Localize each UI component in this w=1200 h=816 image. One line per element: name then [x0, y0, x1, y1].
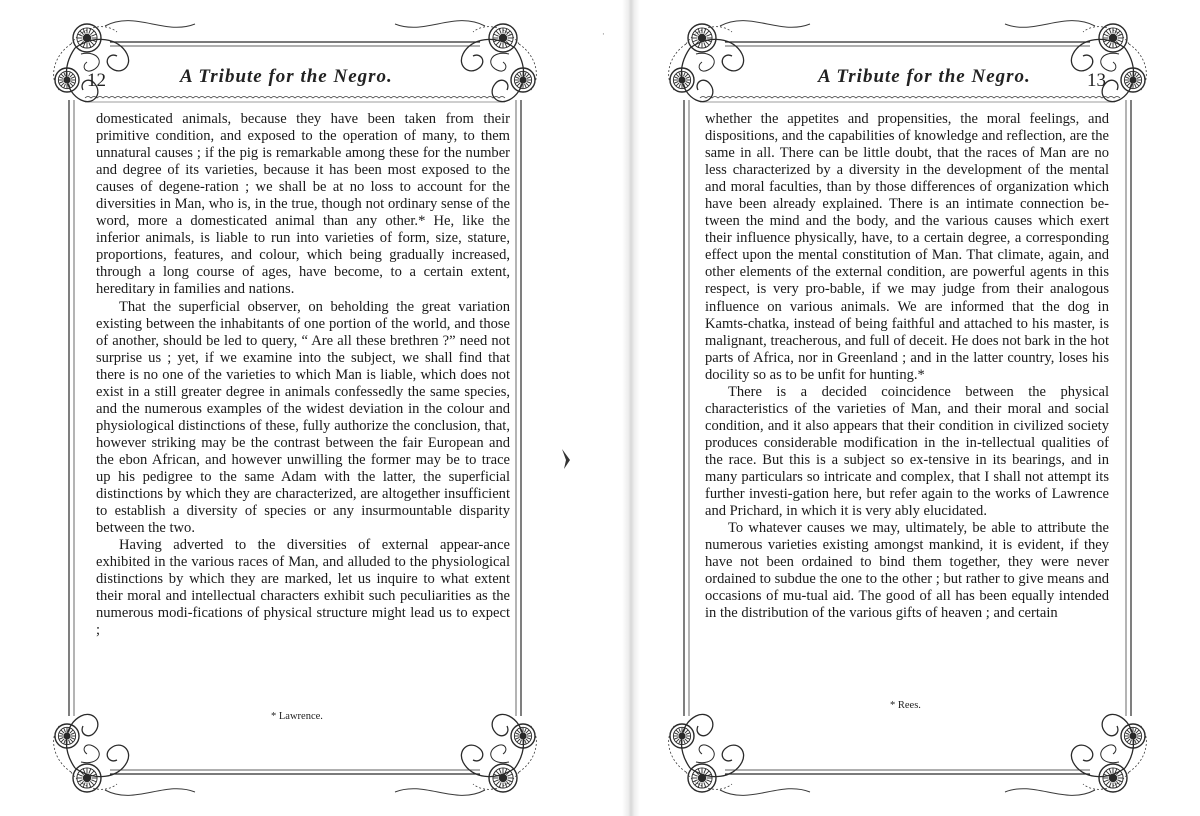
running-head: A Tribute for the Negro.: [180, 66, 393, 87]
rosette-icon: [688, 24, 716, 52]
wavy-rule-icon: [700, 97, 1120, 99]
footnote: * Lawrence.: [271, 711, 323, 722]
rosette-icon: [489, 24, 517, 52]
stray-mark: ·: [602, 30, 605, 40]
page-number: 13: [1087, 70, 1106, 91]
rosette-icon: [489, 764, 517, 792]
wavy-rule-icon: [85, 97, 505, 99]
page-number: 12: [87, 70, 106, 91]
paragraph: There is a decided coincidence between the physical characteristics of the varieties of Man, and their moral and social condition, and it also appears that their condition in civilized society produces considerable modification in the in-tellectual qualities of the race. But this is a subject so ex-tensive in its bearings, and in many particulars so intricate and complex, that I shall not attempt its further investi-gation here, but refer again to the works of Lawrence and Prichard, in which it is very ably elucidated.: [705, 383, 1109, 520]
rosette-icon: [73, 764, 101, 792]
right-page: [640, 0, 1175, 816]
paragraph: Having adverted to the diversities of external appear-ance exhibited in the various races of Man, and alluded to the physiological distinctions by which they are marked, let us inquire to what extent their moral and intellectual characters exhibit such peculiarities as the numerous modi-fications of physical structure might lead us to expect ;: [96, 537, 510, 639]
running-head: A Tribute for the Negro.: [818, 66, 1031, 87]
book-gutter: [622, 0, 640, 816]
paragraph: whether the appetites and propensities, the moral feelings, and dispositions, and the capabilities of knowledge and reflection, are the same in all. There can be little doubt, that the races of Man are no less characterized by a diversity in the development of the mental and moral faculties, than by those differences of organization which have been already explained. There is an intimate connection be-tween the mind and the body, and the various causes which exert their influence physically, have, to a certain degree, a corresponding effect upon the mental constitution of Man. That climate, again, and other elements of the external condition, are powerful agents in this respect, is very pro-bable, if we may judge from their analogous influence on various animals. We are informed that the dog in Kamts-chatka, instead of being faithful and attached to his master, is malignant, treacherous, and full of deceit. He does not bark in the hot parts of Africa, nor in Greenland ; and in the latter country, loses his docility so as to be unfit for hunting.*: [705, 111, 1109, 383]
rosette-icon: [688, 764, 716, 792]
footnote: * Rees.: [890, 700, 921, 711]
rosette-icon: [1099, 24, 1127, 52]
paragraph: That the superficial observer, on beholding the great variation existing between the inhabitants of one portion of the world, and those of another, should be led to query, “ Are all these brethren ?” need not surprise us ; yet, if we examine into the subject, we shall find that there is no one of the varieties to which Man is liable, which does not exist in a still greater degree in animals confessedly the same species, and the numerous examples of the widest deviation in the colour and physiological distinctions of these, fully authorize the conclusion, that, however striking may be the contrast between the fair European and the ebon African, and however unwilling the former may be to trace up his pedigree to the same Adam with the latter, the superficial distinctions by which they are characterized, are altogether insufficient to establish a diversity of species or any insurmountable disparity between the two.: [96, 298, 510, 537]
left-page: [25, 0, 565, 816]
paragraph: To whatever causes we may, ultimately, be able to attribute the numerous varieties existing amongst mankind, it is evident, if they have not been ordained to bind them together, they were never ordained to subdue the one to the other ; but rather to give means and occasions of mu-tual aid. The good of all has been equally intended in the distribution of the various gifts of heaven ; and certain: [705, 520, 1109, 622]
paragraph: domesticated animals, because they have been taken from their primitive condition, and exposed to the operation of many, to them unnatural causes ; if the pig is remarkable among these for the number and degree of its varieties, because it has been most exposed to the causes of degene-ration ; we shall be at no loss to account for the diversities in Man, who is, in the true, though not ordinary sense of the word, more a domesticated animal than any other.* He, like the inferior animals, is liable to run into varieties of form, size, stature, proportions, features, and colour, which being gradually increased, through a long course of ages, have become, to a certain extent, hereditary in families and nations.: [96, 111, 510, 298]
left-page-body: [96, 111, 510, 639]
rosette-icon: [73, 24, 101, 52]
rosette-icon: [1099, 764, 1127, 792]
right-page-body: [705, 111, 1109, 622]
